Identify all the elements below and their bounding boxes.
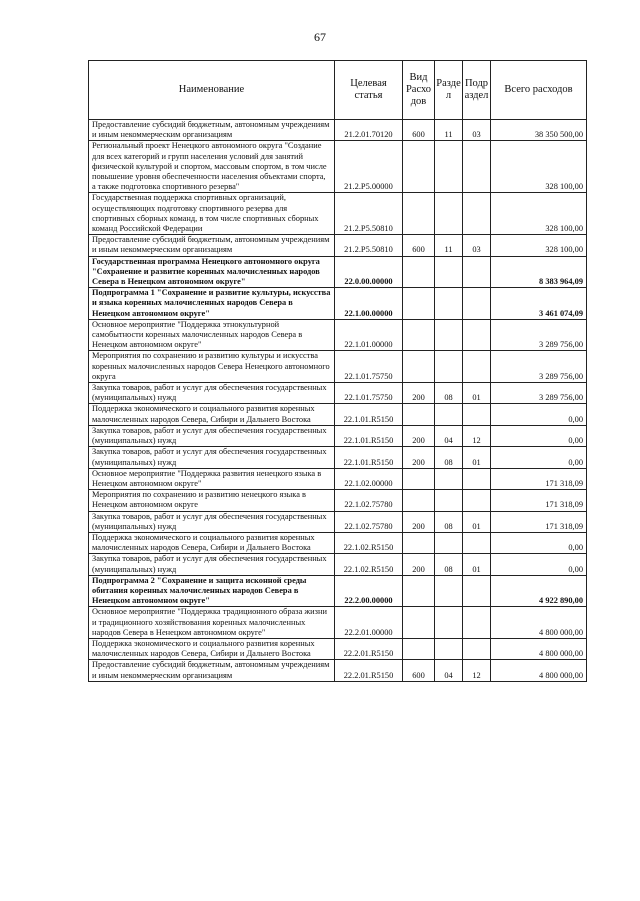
row-target-article: 22.1.02.00000 [335, 468, 403, 489]
row-section: 08 [435, 554, 463, 575]
row-name: Закупка товаров, работ и услуг для обеспечения государственных (муниципальных) нужд [89, 425, 335, 446]
row-name: Поддержка экономического и социального развития коренных малочисленных народов Севера, Сибири и Дальнего Востока [89, 532, 335, 553]
row-expense-type: 600 [403, 120, 435, 141]
row-section: 08 [435, 511, 463, 532]
table-row [89, 404, 587, 425]
table-row [89, 575, 587, 607]
row-total: 3 289 756,00 [491, 383, 587, 404]
row-total: 4 922 890,00 [491, 575, 587, 607]
row-subsection [463, 607, 491, 639]
row-subsection: 12 [463, 425, 491, 446]
table-row [89, 638, 587, 659]
table-row [89, 193, 587, 235]
row-total: 0,00 [491, 554, 587, 575]
row-total: 4 800 000,00 [491, 638, 587, 659]
row-subsection [463, 404, 491, 425]
row-expense-type [403, 404, 435, 425]
header-expense-type: Вид Расхо дов [403, 61, 435, 120]
row-total: 0,00 [491, 404, 587, 425]
table-row [89, 383, 587, 404]
row-subsection [463, 532, 491, 553]
header-total: Всего расходов [491, 61, 587, 120]
row-subsection: 01 [463, 447, 491, 468]
row-subsection: 01 [463, 383, 491, 404]
table-row [89, 490, 587, 511]
row-section [435, 351, 463, 383]
row-total: 328 100,00 [491, 235, 587, 256]
header-name: Наименование [89, 61, 335, 120]
row-name: Предоставление субсидий бюджетным, автономным учреждениям и иным некоммерческим организациям [89, 660, 335, 681]
row-name: Предоставление субсидий бюджетным, автономным учреждениям и иным некоммерческим организациям [89, 120, 335, 141]
row-expense-type [403, 490, 435, 511]
row-target-article: 22.0.00.00000 [335, 256, 403, 288]
row-expense-type [403, 607, 435, 639]
row-expense-type [403, 468, 435, 489]
row-expense-type: 200 [403, 554, 435, 575]
row-subsection [463, 319, 491, 351]
table-header-row [89, 61, 587, 120]
row-target-article: 22.2.01.R5150 [335, 660, 403, 681]
row-name: Основное мероприятие "Поддержка традиционного образа жизни и традиционного хозяйствования коренных малочисленных народов Севера в Ненецком автономном округе" [89, 607, 335, 639]
row-target-article: 22.1.01.R5150 [335, 447, 403, 468]
row-subsection: 12 [463, 660, 491, 681]
row-section [435, 468, 463, 489]
table-row [89, 319, 587, 351]
table-row [89, 447, 587, 468]
row-expense-type [403, 351, 435, 383]
row-name: Закупка товаров, работ и услуг для обеспечения государственных (муниципальных) нужд [89, 383, 335, 404]
row-section: 04 [435, 660, 463, 681]
table-row [89, 141, 587, 193]
table-row [89, 511, 587, 532]
row-target-article: 22.1.01.R5150 [335, 425, 403, 446]
row-section [435, 404, 463, 425]
row-section: 08 [435, 383, 463, 404]
row-subsection [463, 468, 491, 489]
row-subsection: 03 [463, 120, 491, 141]
row-name: Государственная программа Ненецкого автономного округа "Сохранение и развитие коренных малочисленных народов Севера в Ненецком автономном округе" [89, 256, 335, 288]
row-expense-type: 200 [403, 383, 435, 404]
row-target-article: 22.1.02.75780 [335, 490, 403, 511]
row-expense-type [403, 319, 435, 351]
row-subsection [463, 288, 491, 320]
row-target-article: 21.2.P5.50810 [335, 193, 403, 235]
table-row [89, 660, 587, 681]
row-target-article: 22.1.01.R5150 [335, 404, 403, 425]
row-name: Закупка товаров, работ и услуг для обеспечения государственных (муниципальных) нужд [89, 447, 335, 468]
row-expense-type [403, 256, 435, 288]
row-total: 328 100,00 [491, 141, 587, 193]
row-target-article: 22.1.02.R5150 [335, 554, 403, 575]
row-total: 3 289 756,00 [491, 351, 587, 383]
row-expense-type [403, 638, 435, 659]
table-body [89, 120, 587, 682]
row-subsection: 03 [463, 235, 491, 256]
row-target-article: 22.1.00.00000 [335, 288, 403, 320]
row-section [435, 288, 463, 320]
row-name: Закупка товаров, работ и услуг для обеспечения государственных (муниципальных) нужд [89, 511, 335, 532]
table-row [89, 468, 587, 489]
row-expense-type [403, 532, 435, 553]
row-name: Мероприятия по сохранению и развитию культуры и искусства коренных малочисленных народов Севера Ненецкого автономного округа [89, 351, 335, 383]
row-expense-type [403, 575, 435, 607]
row-total: 4 800 000,00 [491, 660, 587, 681]
row-section [435, 319, 463, 351]
row-name: Региональный проект Ненецкого автономного округа "Создание для всех категорий и групп населения условий для занятий физической культурой и спортом, массовым спортом, в том числе повышение уровня обеспеченности населения объектами спорта, а также подготовка спортивного резерва" [89, 141, 335, 193]
row-target-article: 22.2.00.00000 [335, 575, 403, 607]
table-row [89, 607, 587, 639]
row-total: 328 100,00 [491, 193, 587, 235]
row-expense-type [403, 141, 435, 193]
row-name: Подпрограмма 2 "Сохранение и защита исконной среды обитания коренных малочисленных народов Севера в Ненецком автономном округе" [89, 575, 335, 607]
page-number: 67 [314, 30, 326, 44]
row-name: Предоставление субсидий бюджетным, автономным учреждениям и иным некоммерческим организациям [89, 235, 335, 256]
row-total: 0,00 [491, 425, 587, 446]
row-name: Закупка товаров, работ и услуг для обеспечения государственных (муниципальных) нужд [89, 554, 335, 575]
header-target-article: Целевая статья [335, 61, 403, 120]
row-target-article: 22.2.01.R5150 [335, 638, 403, 659]
row-target-article: 21.2.01.70120 [335, 120, 403, 141]
row-subsection: 01 [463, 554, 491, 575]
row-expense-type [403, 193, 435, 235]
row-total: 4 800 000,00 [491, 607, 587, 639]
row-expense-type: 200 [403, 425, 435, 446]
row-target-article: 22.1.01.75750 [335, 351, 403, 383]
row-subsection [463, 193, 491, 235]
table-row [89, 532, 587, 553]
row-name: Поддержка экономического и социального развития коренных малочисленных народов Севера, Сибири и Дальнего Востока [89, 638, 335, 659]
row-section [435, 638, 463, 659]
row-target-article: 22.1.01.00000 [335, 319, 403, 351]
row-expense-type: 600 [403, 235, 435, 256]
row-name: Государственная поддержка спортивных организаций, осуществляющих подготовку спортивного резерва для спортивных сборных команд, в том числе спортивных сборных команд Российской Федерации [89, 193, 335, 235]
table-row [89, 256, 587, 288]
row-section [435, 490, 463, 511]
row-name: Поддержка экономического и социального развития коренных малочисленных народов Севера, Сибири и Дальнего Востока [89, 404, 335, 425]
row-section: 11 [435, 235, 463, 256]
row-subsection [463, 351, 491, 383]
row-section [435, 532, 463, 553]
row-section [435, 193, 463, 235]
row-name: Мероприятия по сохранению и развитию ненецкого языка в Ненецком автономном округе [89, 490, 335, 511]
row-section [435, 141, 463, 193]
row-total: 8 383 964,09 [491, 256, 587, 288]
row-target-article: 22.2.01.00000 [335, 607, 403, 639]
row-section [435, 256, 463, 288]
row-target-article: 21.2.P5.00000 [335, 141, 403, 193]
row-name: Основное мероприятие "Поддержка этнокультурной самобытности коренных малочисленных народов Севера в Ненецком автономном округе" [89, 319, 335, 351]
row-subsection [463, 490, 491, 511]
row-section [435, 575, 463, 607]
row-total: 171 318,09 [491, 511, 587, 532]
row-expense-type: 600 [403, 660, 435, 681]
table-row [89, 288, 587, 320]
row-target-article: 21.2.P5.50810 [335, 235, 403, 256]
row-target-article: 22.1.01.75750 [335, 383, 403, 404]
row-subsection [463, 141, 491, 193]
row-subsection [463, 638, 491, 659]
table-row [89, 554, 587, 575]
row-total: 171 318,09 [491, 490, 587, 511]
row-section: 08 [435, 447, 463, 468]
budget-table [88, 60, 587, 682]
table-row [89, 120, 587, 141]
row-section: 11 [435, 120, 463, 141]
row-subsection [463, 575, 491, 607]
row-subsection [463, 256, 491, 288]
row-total: 3 289 756,00 [491, 319, 587, 351]
row-total: 171 318,09 [491, 468, 587, 489]
table-row [89, 235, 587, 256]
row-section: 04 [435, 425, 463, 446]
row-expense-type: 200 [403, 511, 435, 532]
row-total: 3 461 074,09 [491, 288, 587, 320]
row-total: 0,00 [491, 447, 587, 468]
row-name: Подпрограмма 1 "Сохранение и развитие культуры, искусства и языка коренных малочисленных народов Севера в Ненецком автономном округе" [89, 288, 335, 320]
row-expense-type [403, 288, 435, 320]
row-target-article: 22.1.02.75780 [335, 511, 403, 532]
row-total: 38 350 500,00 [491, 120, 587, 141]
row-expense-type: 200 [403, 447, 435, 468]
header-subsection: Подр аздел [463, 61, 491, 120]
row-total: 0,00 [491, 532, 587, 553]
table-row [89, 351, 587, 383]
row-target-article: 22.1.02.R5150 [335, 532, 403, 553]
header-section: Разде л [435, 61, 463, 120]
row-section [435, 607, 463, 639]
row-name: Основное мероприятие "Поддержка развития ненецкого языка в Ненецком автономном округе" [89, 468, 335, 489]
table-row [89, 425, 587, 446]
row-subsection: 01 [463, 511, 491, 532]
